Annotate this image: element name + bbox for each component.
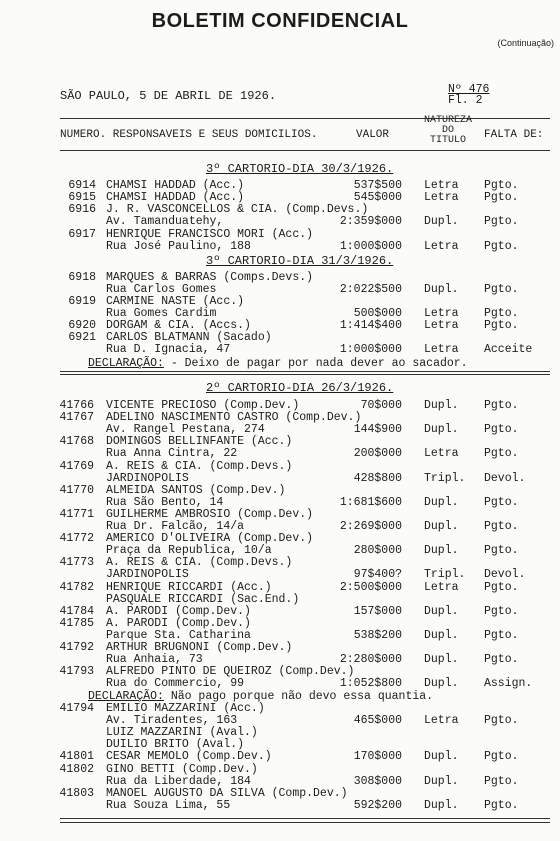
entry-missing: Pgto.	[484, 544, 519, 557]
declaration-text: Não pago porque não devo essa quantia.	[163, 690, 434, 703]
entry-missing: Pgto.	[484, 307, 519, 320]
entry-value: 280$000	[353, 544, 402, 557]
entry-name: VICENTE PRECIOSO (Comp.Dev.)	[106, 399, 300, 412]
entry-missing: Pgto.	[484, 714, 519, 727]
entry-number: 41792	[59, 641, 94, 654]
continuation-label: (Continuação)	[497, 38, 554, 48]
entry-nature: Letra	[424, 581, 459, 594]
table-row	[0, 703, 560, 715]
table-row	[0, 666, 560, 678]
divider	[60, 818, 550, 819]
entry-missing: Pgto.	[484, 605, 519, 618]
table-row	[0, 618, 560, 630]
entry-value: 1:000$000	[339, 240, 402, 253]
entry-name: MANOEL AUGUSTO DA SILVA (Comp.Dev.)	[106, 787, 348, 800]
entry-missing: Pgto.	[484, 520, 519, 533]
entry-nature: Letra	[424, 714, 459, 727]
entry-missing: Pgto.	[484, 629, 519, 642]
table-row	[0, 448, 560, 460]
divider	[60, 371, 550, 372]
table-row	[0, 642, 560, 654]
entry-name: Rua do Commercio, 99	[106, 677, 245, 690]
section-heading	[206, 254, 393, 268]
entry-nature: Dupl.	[424, 423, 459, 436]
entry-name: J. R. VASCONCELLOS & CIA. (Comp.Devs.)	[106, 203, 369, 216]
entry-nature: Dupl.	[424, 750, 459, 763]
entry-missing: Pgto.	[484, 423, 519, 436]
column-header-missing: FALTA DE:	[484, 129, 544, 141]
entry-name: CARMINE NASTE (Acc.)	[106, 295, 245, 308]
entry-name: Parque Sta. Catharina	[106, 629, 251, 642]
entry-nature: Dupl.	[424, 677, 459, 690]
entry-value: 2:359$000	[339, 215, 402, 228]
table-row	[0, 751, 560, 763]
entry-number: 6918	[68, 271, 96, 284]
entry-number: 6917	[68, 228, 96, 241]
entry-missing: Devol.	[484, 568, 526, 581]
entry-nature: Dupl.	[424, 653, 459, 666]
entry-name: ALFREDO PINTO DE QUEIROZ (Comp.Dev.)	[106, 665, 355, 678]
entry-nature: Dupl.	[424, 496, 459, 509]
entry-missing: Devol.	[484, 472, 526, 485]
entry-value: 592$200	[353, 799, 402, 812]
table-row	[0, 241, 560, 253]
entry-number: 41768	[59, 435, 94, 448]
entry-name: Rua Anna Cintra, 22	[106, 447, 238, 460]
entry-number: 41801	[59, 750, 94, 763]
entry-name: Rua Carlos Gomes	[106, 283, 217, 296]
entry-nature: Letra	[424, 307, 459, 320]
declaration	[88, 357, 468, 370]
entry-missing: Pgto.	[484, 799, 519, 812]
entry-name: Rua São Bento, 14	[106, 496, 224, 509]
entry-value: 537$500	[353, 179, 402, 192]
entry-missing: Pgto.	[484, 319, 519, 332]
table-row	[0, 272, 560, 284]
entry-missing: Pgto.	[484, 399, 519, 412]
bulletin-number	[448, 84, 489, 106]
entry-nature: Tripl.	[424, 472, 466, 485]
entry-missing: Pgto.	[484, 581, 519, 594]
entry-name: A. REIS & CIA. (Comp.Devs.)	[106, 556, 293, 569]
entry-name: A. REIS & CIA. (Comp.Devs.)	[106, 460, 293, 473]
entry-value: 308$000	[353, 775, 402, 788]
entry-name: PASQUALE RICCARDI (Sac.End.)	[106, 593, 300, 606]
entry-number: 41767	[59, 411, 94, 424]
entry-missing: Pgto.	[484, 283, 519, 296]
entry-number: 41803	[59, 787, 94, 800]
table-row	[0, 485, 560, 497]
entry-name: DORGAM & CIA. (Accs.)	[106, 319, 251, 332]
table-row	[0, 569, 560, 581]
header-rule-bottom	[60, 150, 550, 151]
entry-nature: Letra	[424, 179, 459, 192]
entry-name: CHAMSI HADDAD (Acc.)	[106, 179, 245, 192]
entry-nature: Letra	[424, 447, 459, 460]
entry-nature: Letra	[424, 191, 459, 204]
entry-missing: Pgto.	[484, 496, 519, 509]
entry-nature: Dupl.	[424, 215, 459, 228]
entry-name: Rua da Liberdade, 184	[106, 775, 251, 788]
entry-name: EMILIO MAZZARINI (Acc.)	[106, 702, 265, 715]
entry-name: JARDINOPOLIS	[106, 568, 189, 581]
entry-value: 465$000	[353, 714, 402, 727]
entry-name: MARQUES & BARRAS (Comps.Devs.)	[106, 271, 314, 284]
entry-name: Av. Rangel Pestana, 274	[106, 423, 265, 436]
entry-number: 6921	[68, 331, 96, 344]
entry-name: Praça da Republica, 10/a	[106, 544, 272, 557]
entry-value: 1:681$600	[339, 496, 402, 509]
entry-number: 41770	[59, 484, 94, 497]
table-row	[0, 332, 560, 344]
entry-missing: Pgto.	[484, 653, 519, 666]
entry-name: DUILIO BRITO (Aval.)	[106, 738, 245, 751]
declaration-label: DECLARAÇÃO:	[88, 690, 164, 703]
number-label: Nº 476	[448, 83, 490, 96]
entry-name: Rua D. Ignacia, 47	[106, 343, 231, 356]
entry-name: ALMEIDA SANTOS (Comp.Dev.)	[106, 484, 286, 497]
sheet-label: Fl. 2	[448, 94, 483, 107]
entry-number: 41784	[59, 605, 94, 618]
entry-number: 41785	[59, 617, 94, 630]
table-row	[0, 216, 560, 228]
entry-value: 2:280$000	[339, 653, 402, 666]
entry-number: 41793	[59, 665, 94, 678]
entry-value: 538$200	[353, 629, 402, 642]
table-row	[0, 412, 560, 424]
entry-number: 41782	[59, 581, 94, 594]
entry-name: ADELINO NASCIMENTO CASTRO (Comp.Dev.)	[106, 411, 362, 424]
entry-name: GINO BETTI (Comp.Dev.)	[106, 763, 258, 776]
table-row	[0, 344, 560, 356]
declaration-label: DECLARAÇÃO:	[88, 357, 164, 370]
table-row	[0, 715, 560, 727]
table-row	[0, 788, 560, 800]
entry-number: 6916	[68, 203, 96, 216]
table-row	[0, 727, 560, 739]
entry-nature: Dupl.	[424, 775, 459, 788]
entry-value: 428$800	[353, 472, 402, 485]
nature-line-1: NATUREZA	[423, 115, 472, 126]
entry-value: 1:414$400	[339, 319, 402, 332]
entry-value: 1:000$000	[339, 343, 402, 356]
entry-name: Av. Tamanduatehy,	[106, 215, 224, 228]
entry-number: 6914	[68, 179, 96, 192]
entry-number: 6919	[68, 295, 96, 308]
declaration-text: - Deixo de pagar por nada dever ao sacador.	[163, 357, 468, 370]
entry-value: 545$000	[353, 191, 402, 204]
entry-number: 41772	[59, 532, 94, 545]
section-heading-text: 3º CARTORIO-DIA 30/3/1926.	[206, 162, 394, 176]
entry-missing: Pgto.	[484, 179, 519, 192]
entry-nature: Dupl.	[424, 799, 459, 812]
entry-number: 41794	[59, 702, 94, 715]
entry-name: A. PARODI (Comp.Dev.)	[106, 617, 251, 630]
nature-line-3: TITULO	[429, 135, 466, 146]
section-heading-text: 3º CARTORIO-DIA 31/3/1926.	[206, 254, 394, 268]
entry-value: 500$000	[353, 307, 402, 320]
table-row	[0, 296, 560, 308]
page-title: BOLETIM CONFIDENCIAL	[151, 10, 409, 32]
entry-nature: Dupl.	[424, 520, 459, 533]
table-row	[0, 678, 560, 690]
entry-nature: Dupl.	[424, 399, 459, 412]
entry-number: 41769	[59, 460, 94, 473]
entry-missing: Pgto.	[484, 750, 519, 763]
table-row	[0, 436, 560, 448]
entry-name: HENRIQUE RICCARDI (Acc.)	[106, 581, 272, 594]
entry-number: 41773	[59, 556, 94, 569]
column-header-responsible: NUMERO. RESPONSAVEIS E SEUS DOMICILIOS.	[60, 129, 318, 141]
table-row	[0, 800, 560, 812]
entry-nature: Tripl.	[424, 568, 466, 581]
entry-name: Rua Souza Lima, 55	[106, 799, 231, 812]
entry-value: 1:052$800	[339, 677, 402, 690]
entry-nature: Dupl.	[424, 283, 459, 296]
entry-number: 6915	[68, 191, 96, 204]
entry-missing: Acceite	[484, 343, 533, 356]
table-row	[0, 509, 560, 521]
section-heading-text: 2º CARTORIO-DIA 26/3/1926.	[206, 381, 394, 395]
entry-value: 157$000	[353, 605, 402, 618]
table-row	[0, 461, 560, 473]
entry-missing: Pgto.	[484, 775, 519, 788]
entry-name: DOMINGOS BELLINFANTE (Acc.)	[106, 435, 293, 448]
entry-value: 200$000	[353, 447, 402, 460]
column-header-value: VALOR	[356, 129, 390, 141]
entry-nature: Letra	[424, 240, 459, 253]
entry-missing: Pgto.	[484, 447, 519, 460]
divider	[60, 822, 550, 823]
entry-name: HENRIQUE FRANCISCO MORI (Acc.)	[106, 228, 314, 241]
table-row	[0, 229, 560, 241]
entry-value: 170$000	[353, 750, 402, 763]
entry-name: LUIZ MAZZARINI (Aval.)	[106, 726, 258, 739]
section-heading	[206, 381, 393, 395]
entry-value: 70$000	[360, 399, 402, 412]
entry-value: 2:500$000	[339, 581, 402, 594]
entry-name: CARLOS BLATMANN (Sacado)	[106, 331, 272, 344]
entry-nature: Dupl.	[424, 629, 459, 642]
entry-number: 41802	[59, 763, 94, 776]
entry-missing: Pgto.	[484, 191, 519, 204]
entry-name: A. PARODI (Comp.Dev.)	[106, 605, 251, 618]
column-header-nature	[418, 116, 478, 146]
entry-nature: Letra	[424, 343, 459, 356]
entry-value: 2:269$000	[339, 520, 402, 533]
entry-name: Rua José Paulino, 188	[106, 240, 251, 253]
entry-name: CESAR MEMOLO (Comp.Dev.)	[106, 750, 272, 763]
table-row	[0, 557, 560, 569]
entry-name: Rua Anhaia, 73	[106, 653, 203, 666]
entry-value: 97$400?	[353, 568, 402, 581]
divider	[60, 374, 550, 375]
entry-nature: Letra	[424, 319, 459, 332]
entry-missing: Pgto.	[484, 215, 519, 228]
section-heading	[206, 162, 393, 176]
entry-name: JARDINOPOLIS	[106, 472, 189, 485]
entry-number: 41766	[59, 399, 94, 412]
entry-missing: Pgto.	[484, 240, 519, 253]
table-row	[0, 764, 560, 776]
entry-number: 41771	[59, 508, 94, 521]
entry-name: GUILHERME AMBROSIO (Comp.Dev.)	[106, 508, 314, 521]
entry-value: 2:022$500	[339, 283, 402, 296]
entry-name: CHAMSI HADDAD (Acc.)	[106, 191, 245, 204]
place-date: SÃO PAULO, 5 DE ABRIL DE 1926.	[60, 89, 277, 103]
entry-missing: Assign.	[484, 677, 533, 690]
table-row	[0, 533, 560, 545]
entry-value: 144$900	[353, 423, 402, 436]
entry-name: AMERICO D'OLIVEIRA (Comp.Dev.)	[106, 532, 314, 545]
table-row	[0, 204, 560, 216]
entry-number: 6920	[68, 319, 96, 332]
entry-nature: Dupl.	[424, 605, 459, 618]
nature-line-2: DO	[441, 125, 454, 136]
entry-name: ARTHUR BRUGNONI (Comp.Dev.)	[106, 641, 293, 654]
entry-name: Rua Gomes Cardim	[106, 307, 217, 320]
entry-nature: Dupl.	[424, 544, 459, 557]
entry-name: Av. Tiradentes, 163	[106, 714, 238, 727]
entry-name: Rua Dr. Falcão, 14/a	[106, 520, 245, 533]
